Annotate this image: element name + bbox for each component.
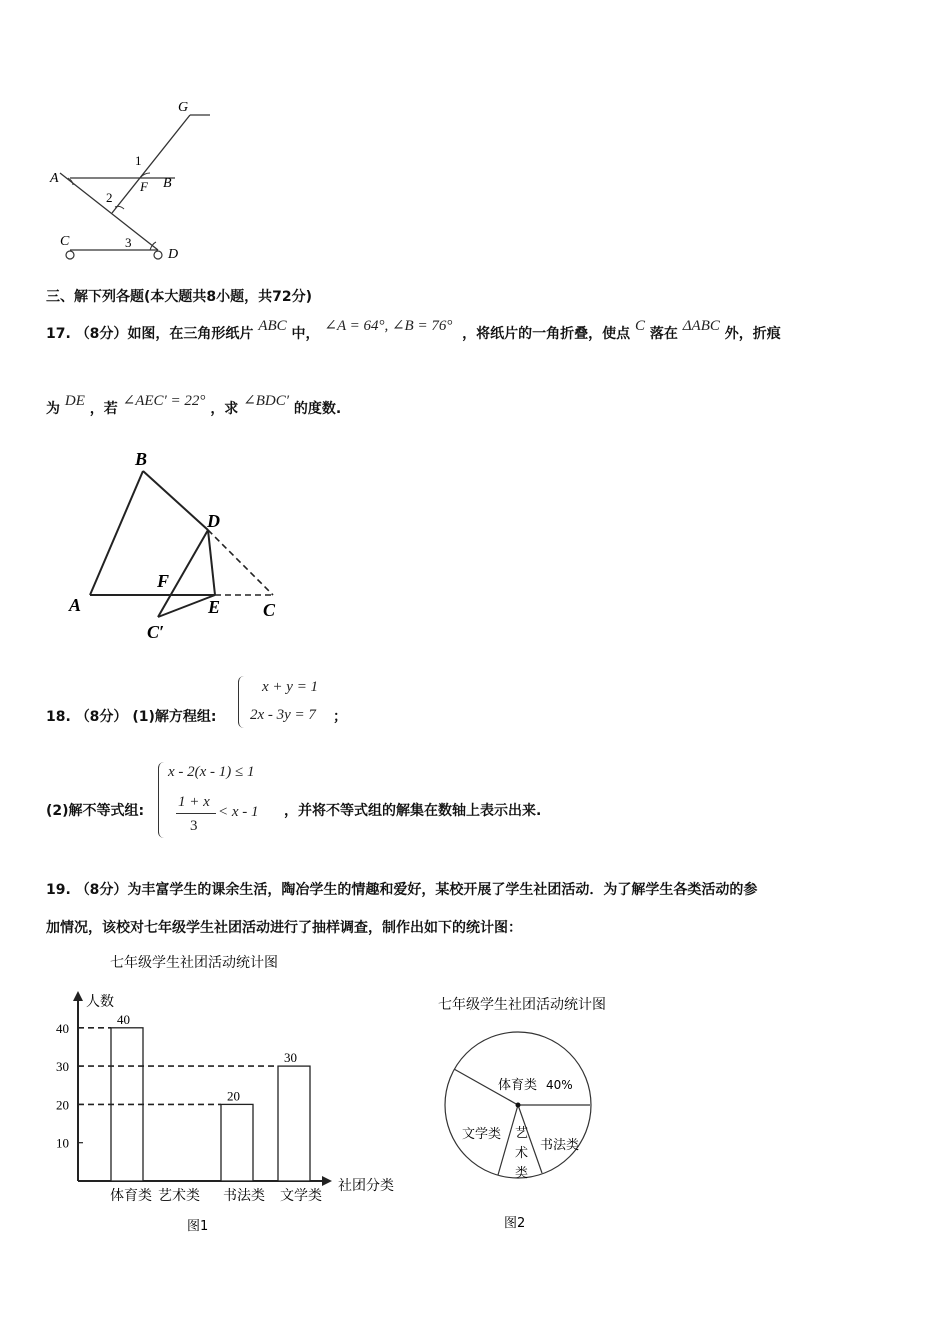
pie-label-sport: 体育类 [498,1078,538,1093]
label-2: 2 [106,190,113,205]
bar [278,1066,310,1181]
pie-label-calligraphy: 书法类 [540,1138,580,1153]
q17-text: 落在 [649,326,678,342]
equation-2: 2x - 3y = 7 [250,707,316,723]
equation-brace [238,676,247,728]
x-tick-label: 体育类 [110,1188,152,1204]
q17-text: 如图，在三角形纸片 [127,326,254,342]
pie-label-sport-pct: 40% [546,1078,573,1092]
q17-text: ，若 [89,401,118,417]
q18-part1: (1)解方程组: [132,709,217,725]
pie-center [516,1103,521,1108]
x-tick-label: 书法类 [223,1188,265,1204]
equation-1: x + y = 1 [262,679,319,695]
inequality-1: x - 2(x - 1) ≤ 1 [168,764,255,780]
q18-points: （8分） [75,709,128,725]
pie-chart-title: 七年级学生社团活动统计图 [438,997,606,1013]
q17-line1 [46,318,781,343]
q17-math-c: C [634,318,645,334]
equation-semicolon: ； [333,709,347,725]
label-D: D [207,511,220,531]
parallel-lines-figure [40,95,230,270]
x-axis-arrow [322,1176,332,1186]
bar-value-label: 20 [227,1088,240,1104]
folded-triangle-figure [55,445,315,645]
y-tick-label: 10 [56,1135,69,1151]
q17-text: ，求 [210,401,239,417]
bar-value-label: 40 [117,1011,130,1027]
bar-chart-ylabel: 人数 [86,994,114,1010]
label-C: C [263,600,276,620]
q18-number: 18. [46,709,71,725]
q18-tail: ，并将不等式组的解集在数轴上表示出来. [284,803,542,819]
label-C-prime: C′ [147,622,165,642]
bar [221,1104,253,1181]
inequality-brace [158,762,167,838]
inequality-2-denominator: 3 [190,818,198,834]
fraction-bar [176,813,216,814]
label-B: B [135,449,148,469]
pie-chart [430,985,630,1235]
pie-label-art-3: 类 [515,1166,529,1181]
y-tick-label: 30 [56,1059,69,1075]
q17-text: ，将纸片的一角折叠，使点 [462,326,631,342]
label-F: F [157,571,170,591]
q18-part2-label: (2)解不等式组: [46,803,145,819]
bar-value-label: 30 [284,1050,297,1066]
pie-chart-caption: 图2 [504,1216,526,1231]
q19-line2: 加情况，该校对七年级学生社团活动进行了抽样调查，制作出如下的统计图： [46,920,522,936]
q17-text: 为 [46,401,60,417]
q17-math-aec: ∠AEC′ = 22° [122,393,206,409]
label-B: B [163,176,172,191]
x-tick-label: 文学类 [280,1188,322,1204]
bar-chart-marks [78,1012,322,1204]
label-G: G [178,100,189,115]
y-tick-label: 20 [56,1097,69,1113]
label-C: C [60,234,70,249]
q17-math-abc: ABC [258,318,287,334]
label-1: 1 [135,153,142,168]
label-F: F [140,179,148,194]
y-axis-arrow [73,991,83,1001]
label-3: 3 [125,235,132,250]
bar-chart-caption: 图1 [187,1219,209,1234]
label-D: D [168,247,179,262]
q17-text: 外，折痕 [724,326,781,342]
q17-math-tri: ΔABC [682,318,720,334]
bar-chart-xlabel: 社团分类 [338,1178,394,1194]
pie-label-art-2: 术 [515,1146,529,1161]
label-A: A [69,595,82,615]
q17-line2 [46,393,342,418]
q17-math-bdc: ∠BDC′ [243,393,290,409]
y-tick-label: 40 [56,1020,69,1036]
q17-text: 中， [291,326,320,342]
bar-chart-title: 七年级学生社团活动统计图 [110,955,278,971]
x-tick-label: 艺术类 [158,1188,200,1204]
q17-number: 17. [46,326,71,342]
q17-text: 的度数. [293,401,342,417]
q19-line1 [46,879,757,899]
q19-text-1: 为丰富学生的课余生活，陶冶学生的情趣和爱好，某校开展了学生社团活动．为了解学生各类活动的参 [127,882,758,898]
q17-points: （8分） [75,326,128,342]
q18-part1-label [46,706,216,726]
q19-number: 19. [46,882,71,898]
label-A: A [50,171,59,186]
q17-math-de: DE [64,393,85,409]
pie-label-literature: 文学类 [462,1127,502,1142]
q17-math-angles: ∠A = 64°, ∠B = 76° [324,318,453,334]
label-E: E [208,597,221,617]
pie-label-art-1: 艺 [515,1126,529,1141]
section-heading: 三、解下列各题(本大题共8小题，共72分) [46,289,313,305]
bar-chart [40,945,420,1245]
inequality-2-numerator: 1 + x [178,794,210,810]
inequality-2-rhs: < x - 1 [218,804,259,820]
q19-points: （8分） [75,882,128,898]
